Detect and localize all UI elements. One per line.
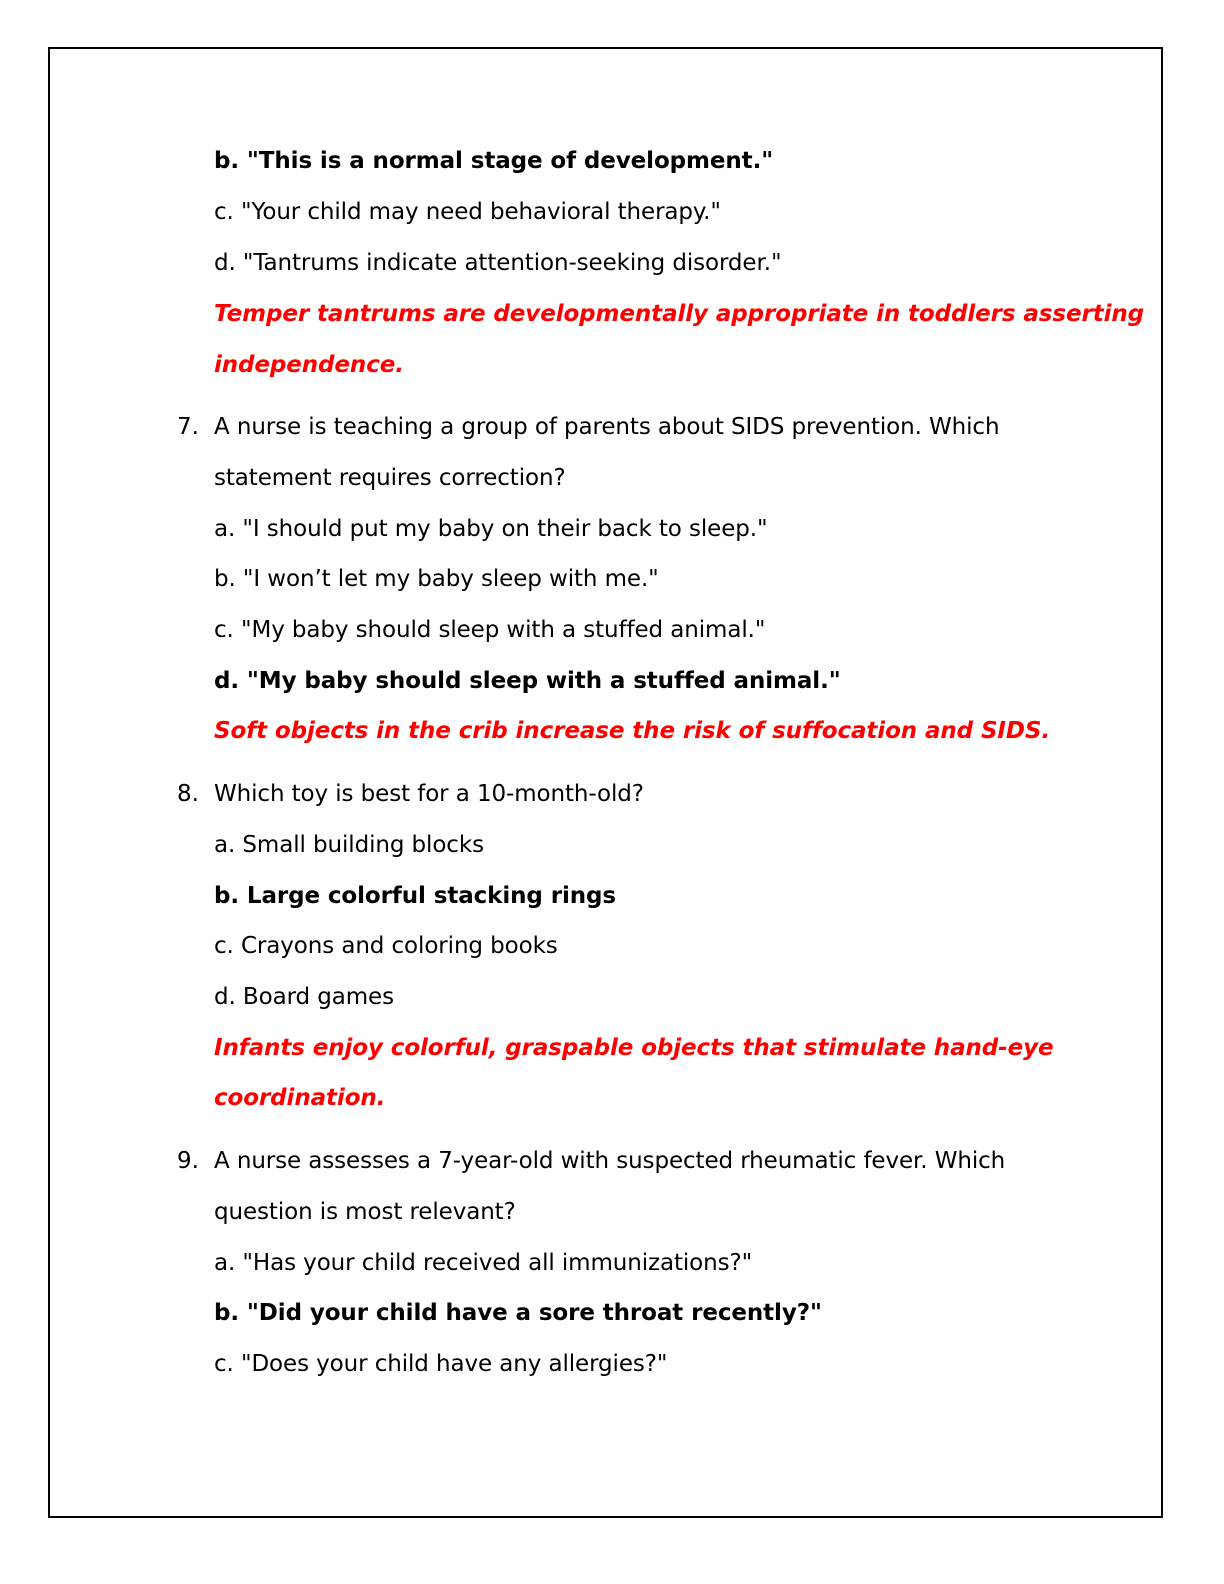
q7-explanation: Soft objects in the crib increase the risk of suffocation and SIDS.: [214, 718, 1050, 744]
prev-explanation-line-2: independence.: [214, 352, 404, 378]
q8-explanation-line-2: coordination.: [214, 1085, 386, 1111]
prev-option-b-correct: b. "This is a normal stage of development.": [214, 148, 774, 174]
q7-stem-line-1: A nurse is teaching a group of parents about SIDS prevention. Which: [214, 414, 1000, 440]
q9-stem-line-1: A nurse assesses a 7-year-old with suspected rheumatic fever. Which: [214, 1148, 1006, 1174]
question-number: 9.: [177, 1148, 199, 1174]
question-number: 7.: [177, 414, 199, 440]
q8-option-c: c. Crayons and coloring books: [214, 933, 558, 959]
q8-explanation-line-1: Infants enjoy colorful, graspable objects that stimulate hand-eye: [214, 1035, 1054, 1061]
q7-option-d-correct: d. "My baby should sleep with a stuffed animal.": [214, 668, 841, 694]
prev-option-d: d. "Tantrums indicate attention-seeking disorder.": [214, 250, 782, 276]
q7-option-c: c. "My baby should sleep with a stuffed animal.": [214, 617, 766, 643]
q8-option-d: d. Board games: [214, 984, 394, 1010]
q9-option-b-correct: b. "Did your child have a sore throat recently?": [214, 1300, 822, 1326]
question-number: 8.: [177, 781, 199, 807]
q7-option-b: b. "I won’t let my baby sleep with me.": [214, 566, 659, 592]
q8-stem-line-1: Which toy is best for a 10-month-old?: [214, 781, 644, 807]
prev-explanation-line-1: Temper tantrums are developmentally appropriate in toddlers asserting: [214, 301, 1145, 327]
q7-option-a: a. "I should put my baby on their back to sleep.": [214, 516, 768, 542]
q9-option-a: a. "Has your child received all immunizations?": [214, 1250, 753, 1276]
prev-option-c: c. "Your child may need behavioral therapy.": [214, 199, 721, 225]
q8-option-b-correct: b. Large colorful stacking rings: [214, 883, 616, 909]
q9-stem-line-2: question is most relevant?: [214, 1199, 516, 1225]
q9-option-c: c. "Does your child have any allergies?": [214, 1351, 668, 1377]
q8-option-a: a. Small building blocks: [214, 832, 484, 858]
q7-stem-line-2: statement requires correction?: [214, 465, 566, 491]
